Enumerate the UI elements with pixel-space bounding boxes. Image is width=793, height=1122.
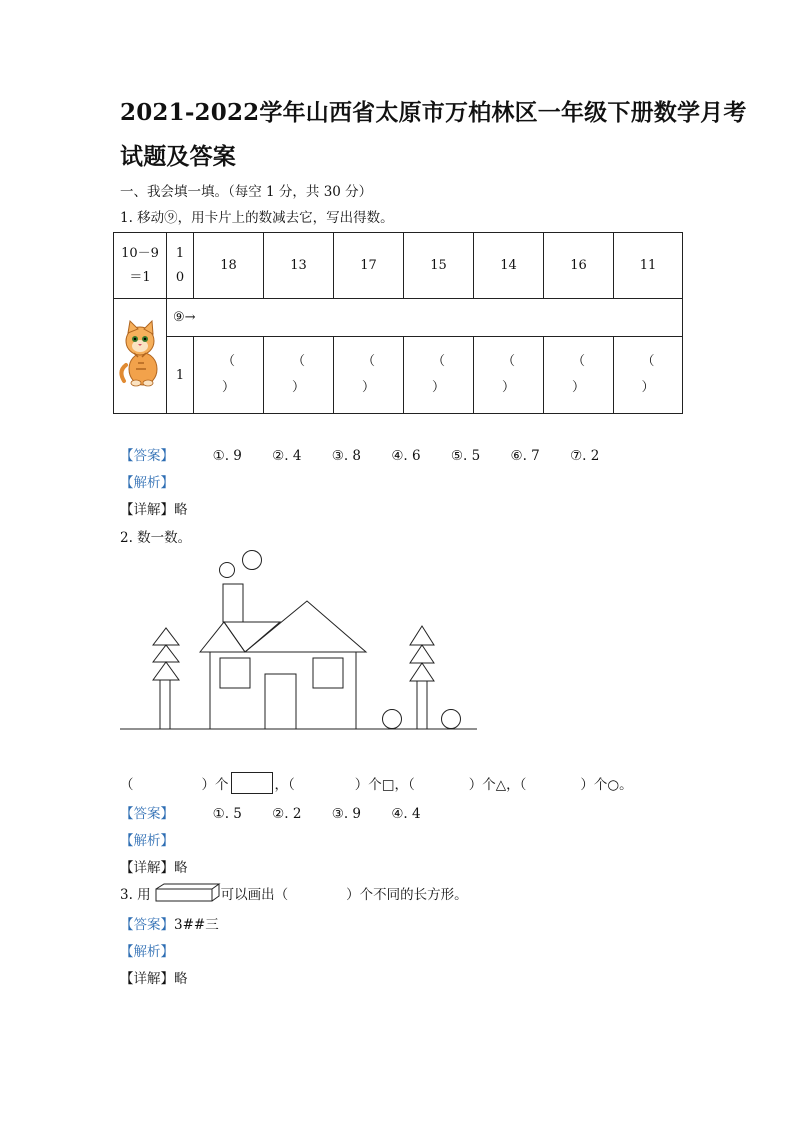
number-cell: 11 <box>614 233 683 299</box>
detail-text: 略 <box>174 971 188 987</box>
rectangle-shape <box>231 772 273 794</box>
number-cell: 16 <box>544 233 614 299</box>
q1-answer <box>120 444 625 464</box>
number-cell: 15 <box>404 233 474 299</box>
answer-item: ④. 6 <box>391 448 421 464</box>
detail-text: 略 <box>174 860 188 876</box>
blank-cell: （ ） <box>264 337 334 414</box>
blank-cell: （ ） <box>474 337 544 414</box>
number-cell: 17 <box>334 233 404 299</box>
q1-table <box>113 232 683 414</box>
detail-label: 【详解】 <box>120 860 174 876</box>
ten-cell: 1 0 <box>167 233 194 299</box>
q3-detail <box>120 967 188 987</box>
q2-analysis-label: 【解析】 <box>120 833 174 849</box>
detail-text: 略 <box>174 502 188 518</box>
q2-fill-line: （ ）个 ，（ ）个□，（ ）个△，（ ）个○。 <box>120 772 633 794</box>
q1-analysis-label: 【解析】 <box>120 475 174 491</box>
answer-text: 3##三 <box>174 917 219 933</box>
blank-cell: （ ） <box>194 337 264 414</box>
arrow-row: ⑨→ <box>167 299 683 337</box>
number-cell: 18 <box>194 233 264 299</box>
q3-answer <box>120 913 219 933</box>
q1-detail <box>120 498 188 518</box>
detail-label: 【详解】 <box>120 502 174 518</box>
answer-first-cell: 1 <box>167 337 194 414</box>
answer-item: ①. 5 <box>212 806 242 822</box>
blank-cell: （ ） <box>334 337 404 414</box>
q3-analysis-label: 【解析】 <box>120 944 174 960</box>
q2-detail <box>120 856 188 876</box>
answer-item: ②. 2 <box>272 806 302 822</box>
answer-item: ⑥. 7 <box>510 448 540 464</box>
answer-item: ②. 4 <box>272 448 302 464</box>
answer-label: 【答案】 <box>120 806 174 822</box>
answer-item: ④. 4 <box>391 806 421 822</box>
q2-answer <box>120 802 447 822</box>
answer-label: 【答案】 <box>120 448 174 464</box>
number-cell: 13 <box>264 233 334 299</box>
blank-cell: （ ） <box>404 337 474 414</box>
q2-text: 2. 数一数。 <box>120 530 192 546</box>
example-cell: 10－9 ＝1 <box>114 233 167 299</box>
detail-label: 【详解】 <box>120 971 174 987</box>
document-title-line2: 试题及答案 <box>120 143 236 170</box>
document-title-line1: 2021-2022学年山西省太原市万柏林区一年级下册数学月考 <box>120 99 747 126</box>
answer-item: ⑤. 5 <box>450 448 481 464</box>
answer-label: 【答案】 <box>120 917 174 933</box>
blank-cell: （ ） <box>544 337 614 414</box>
section-heading: 一、我会填一填。（每空 1 分，共 30 分） <box>120 184 373 200</box>
answer-item: ③. 8 <box>331 448 362 464</box>
blank-cell: （ ） <box>614 337 683 414</box>
cat-illustration-icon <box>116 319 164 389</box>
cuboid-icon <box>155 883 221 903</box>
answer-item: ③. 9 <box>331 806 362 822</box>
answer-item: ⑦. 2 <box>570 448 600 464</box>
cat-cell <box>114 299 167 414</box>
q1-text: 1. 移动⑨，用卡片上的数减去它，写出得数。 <box>120 210 394 226</box>
number-cell: 14 <box>474 233 544 299</box>
answer-item: ①. 9 <box>212 448 242 464</box>
q3-text: 3. 用 可以画出（ ）个不同的长方形。 <box>120 883 468 903</box>
